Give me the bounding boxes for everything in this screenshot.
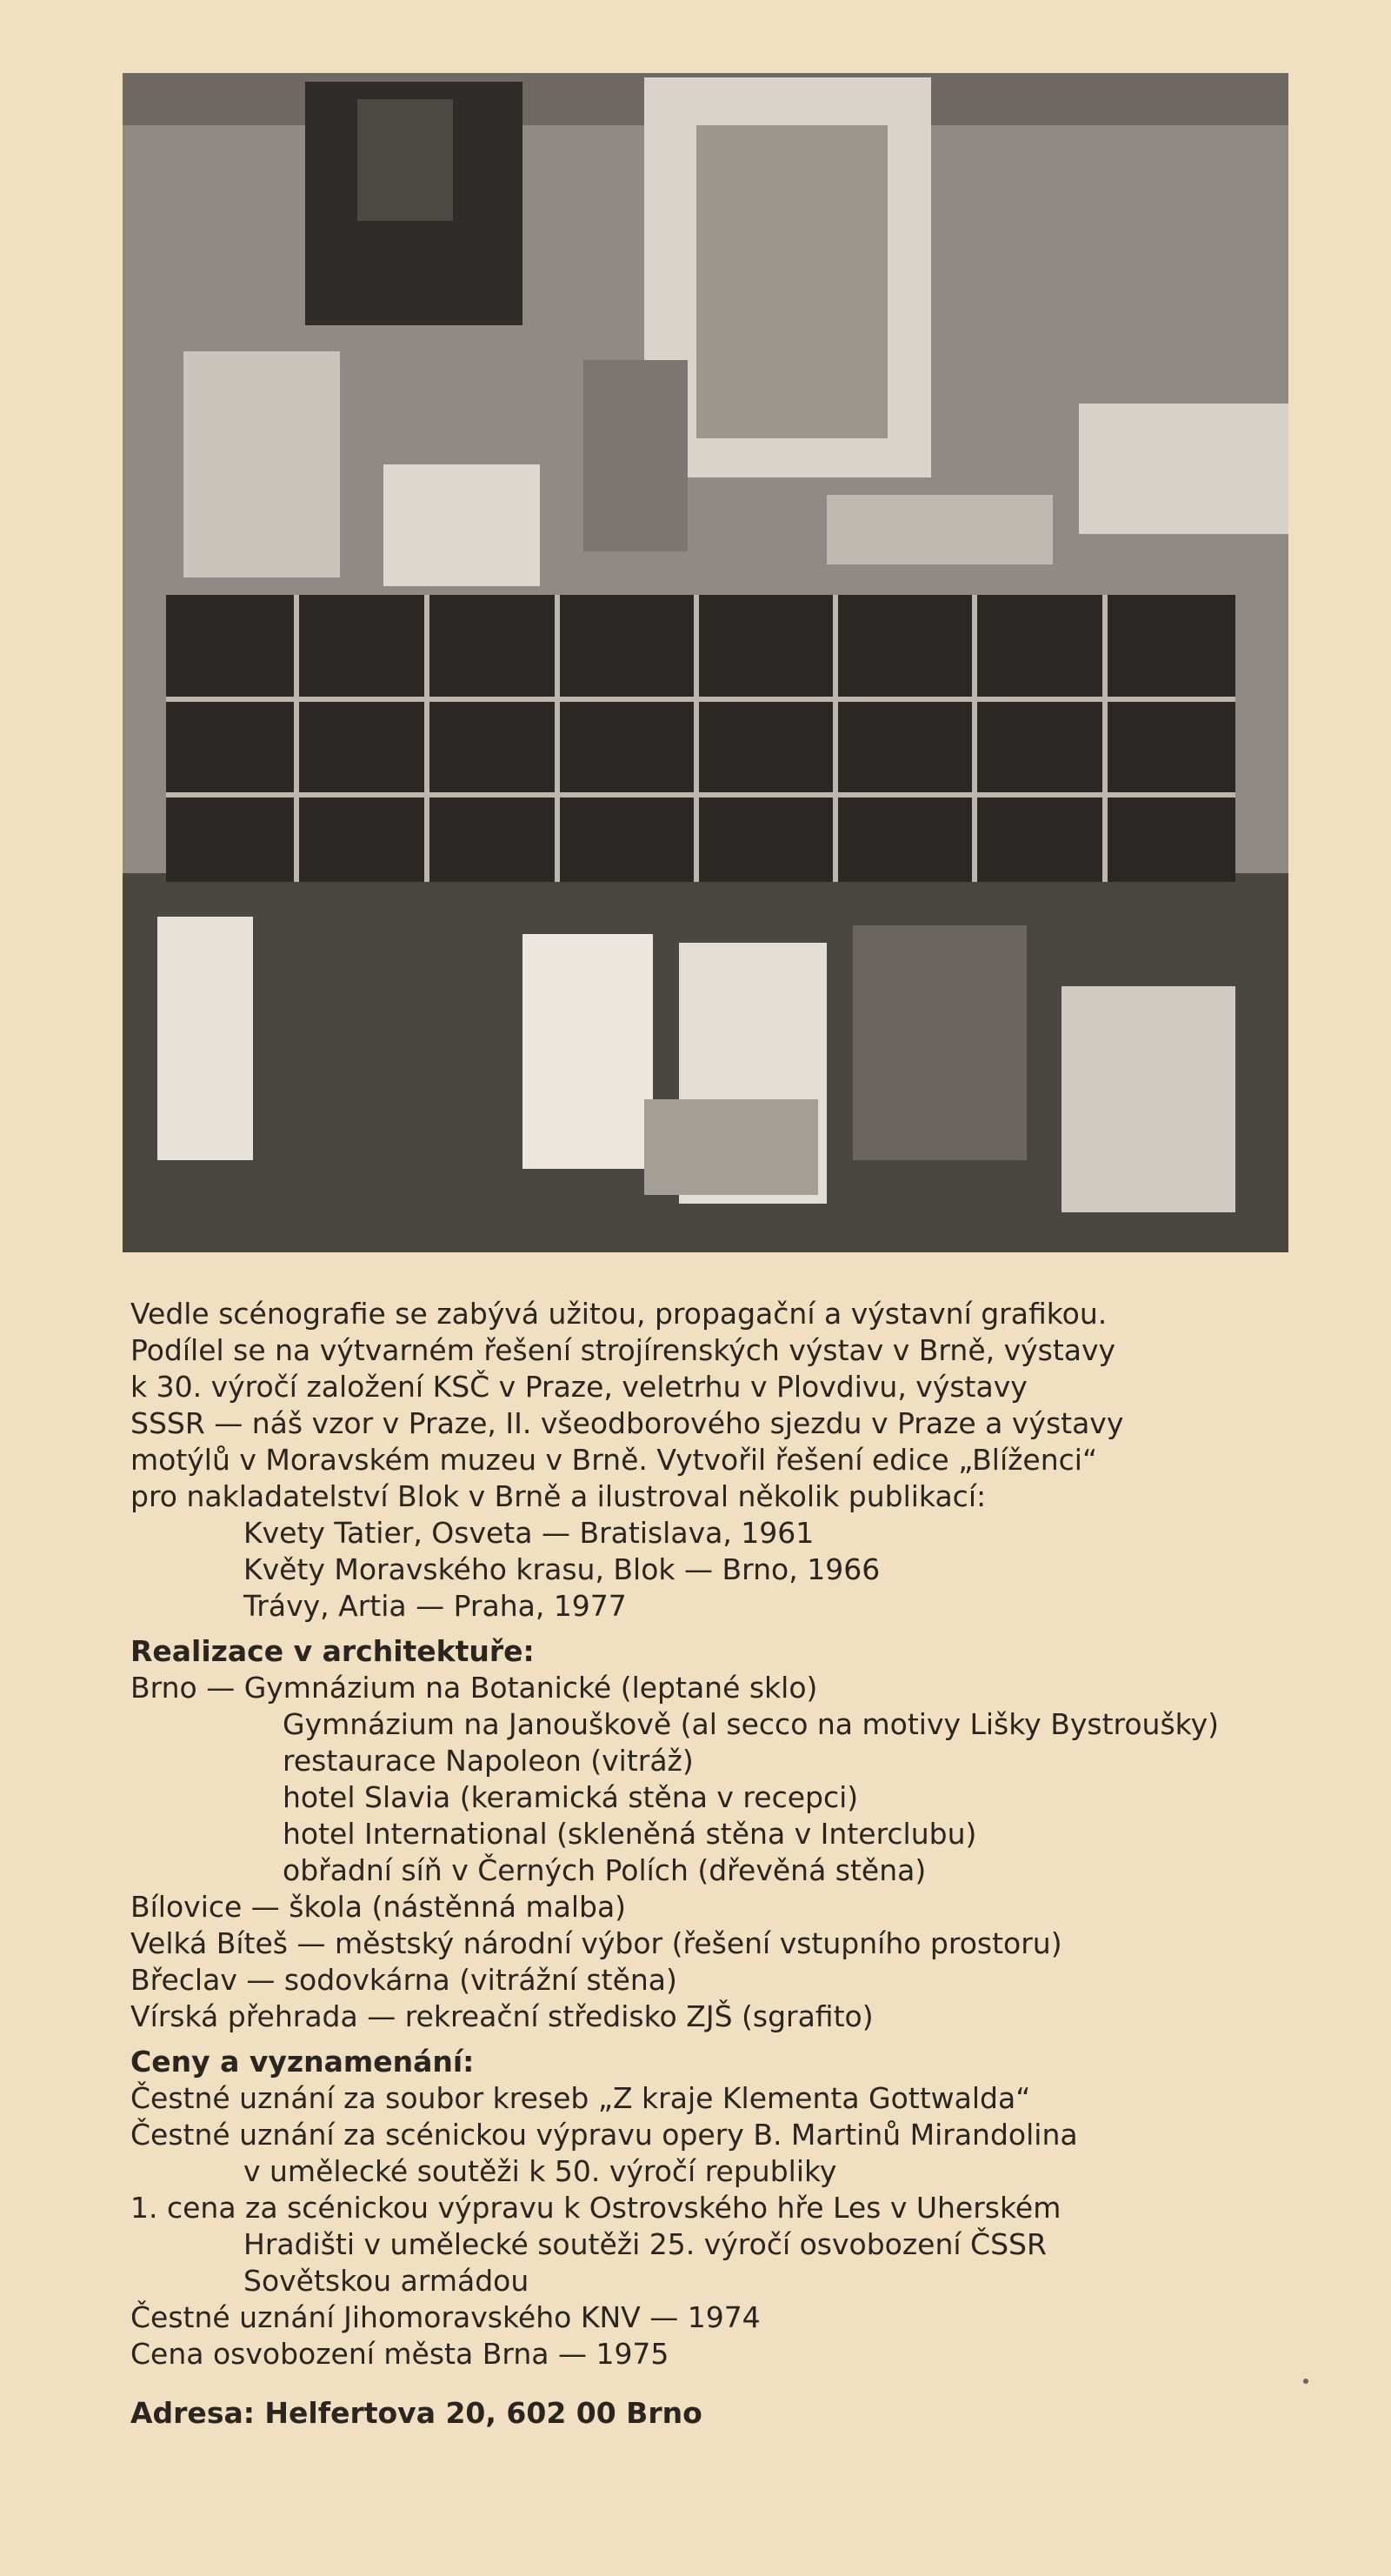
intro-line: SSSR — náš vzor v Praze, II. všeodborového sjezdu v Praze a výstavy (130, 1406, 1124, 1440)
realizace-item: Břeclav — sodovkárna (vitrážní stěna) (130, 1963, 677, 1997)
biography-text (130, 1296, 1348, 2432)
realizace-item: hotel Slavia (keramická stěna v recepci) (283, 1780, 859, 1814)
realizace-item: Bílovice — škola (nástěnná malba) (130, 1890, 627, 1924)
studio-photo (123, 73, 1288, 1252)
realizace-item: Velká Bíteš — městský národní výbor (řešení vstupního prostoru) (130, 1926, 1062, 1960)
intro-line: Podílel se na výtvarném řešení strojírenských výstav v Brně, výstavy (130, 1333, 1116, 1367)
ceny-item: Čestné uznání za scénickou výpravu opery B. Martinů Mirandolina (130, 2118, 1078, 2152)
ceny-item: Čestné uznání za soubor kreseb „Z kraje Klementa Gottwalda“ (130, 2081, 1031, 2115)
realizace-item: Gymnázium na Janouškově (al secco na motivy Lišky Bystroušky) (283, 1707, 1219, 1741)
publication-item: Trávy, Artia — Praha, 1977 (243, 1589, 627, 1623)
intro-line: k 30. výročí založení KSČ v Praze, veletrhu v Plovdivu, výstavy (130, 1370, 1028, 1404)
ceny-item: Čestné uznání Jihomoravského KNV — 1974 (130, 2300, 761, 2334)
publication-item: Kvety Tatier, Osveta — Bratislava, 1961 (243, 1516, 815, 1550)
ceny-item: Sovětskou armádou (243, 2264, 529, 2298)
ceny-heading: Ceny a vyznamenání: (130, 2045, 475, 2079)
intro-line: Vedle scénografie se zabývá užitou, propagační a výstavní grafikou. (130, 1297, 1108, 1331)
realizace-item: Vírská přehrada — rekreační středisko ZJŠ (sgrafito) (130, 1999, 874, 2033)
intro-line: pro nakladatelství Blok v Brně a ilustroval několik publikací: (130, 1479, 987, 1513)
ceny-item: Hradišti v umělecké soutěži 25. výročí osvobození ČSSR (243, 2227, 1047, 2261)
ink-dot (1303, 2379, 1308, 2384)
realizace-heading: Realizace v architektuře: (130, 1634, 535, 1668)
ceny-item: Cena osvobození města Brna — 1975 (130, 2337, 669, 2371)
realizace-item: restaurace Napoleon (vitráž) (283, 1744, 694, 1778)
intro-line: motýlů v Moravském muzeu v Brně. Vytvořil řešení edice „Blíženci“ (130, 1443, 1098, 1477)
realizace-item: Brno — Gymnázium na Botanické (leptané sklo) (130, 1671, 818, 1705)
publication-item: Květy Moravského krasu, Blok — Brno, 1966 (243, 1552, 881, 1586)
ceny-item: v umělecké soutěži k 50. výročí republiky (243, 2154, 837, 2188)
realizace-item: hotel International (skleněná stěna v Interclubu) (283, 1817, 977, 1851)
address-line: Adresa: Helfertova 20, 602 00 Brno (130, 2396, 702, 2430)
ceny-item: 1. cena za scénickou výpravu k Ostrovského hře Les v Uherském (130, 2191, 1062, 2225)
realizace-item: obřadní síň v Černých Polích (dřevěná stěna) (283, 1853, 927, 1887)
